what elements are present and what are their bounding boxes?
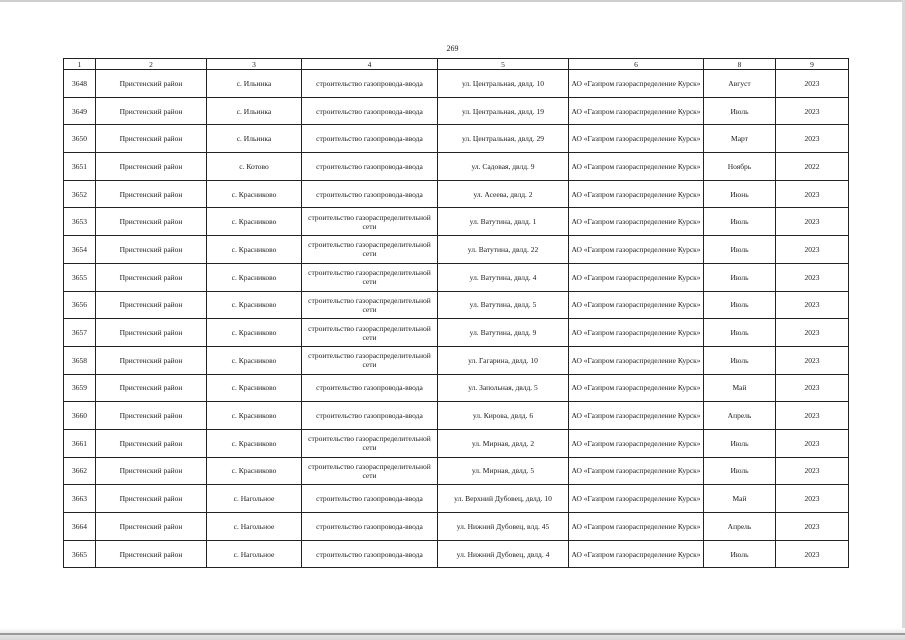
work-type-cell: строительство газораспределительной сети xyxy=(302,346,438,374)
month-cell: Апрель xyxy=(704,402,776,430)
table-row xyxy=(64,180,849,208)
year-cell: 2023 xyxy=(776,263,849,291)
row-number-cell: 3662 xyxy=(64,457,96,485)
district-cell: Пристенский район xyxy=(96,513,207,541)
work-type-cell: строительство газопровода-ввода xyxy=(302,540,438,568)
address-cell: ул. Садовая, двлд. 9 xyxy=(438,153,569,181)
year-cell: 2023 xyxy=(776,291,849,319)
work-type-cell: строительство газопровода-ввода xyxy=(302,485,438,513)
table-row xyxy=(64,208,849,236)
table-row xyxy=(64,540,849,568)
settlement-cell: с. Красниково xyxy=(207,180,302,208)
district-cell: Пристенский район xyxy=(96,485,207,513)
column-header: 4 xyxy=(302,59,438,70)
work-type-cell: строительство газораспределительной сети xyxy=(302,319,438,347)
settlement-cell: с. Ильинка xyxy=(207,97,302,125)
year-cell: 2023 xyxy=(776,346,849,374)
row-number-cell: 3655 xyxy=(64,263,96,291)
month-cell: Июль xyxy=(704,208,776,236)
organization-cell: АО «Газпром газораспределение Курск» xyxy=(569,153,704,181)
table-row xyxy=(64,97,849,125)
table-row xyxy=(64,374,849,402)
table-row xyxy=(64,263,849,291)
work-type-cell: строительство газопровода-ввода xyxy=(302,153,438,181)
address-cell: ул. Запольная, двлд. 5 xyxy=(438,374,569,402)
table-row xyxy=(64,236,849,264)
work-type-cell: строительство газораспределительной сети xyxy=(302,263,438,291)
row-number-cell: 3654 xyxy=(64,236,96,264)
table-row xyxy=(64,402,849,430)
organization-cell: АО «Газпром газораспределение Курск» xyxy=(569,429,704,457)
row-number-cell: 3649 xyxy=(64,97,96,125)
work-type-cell: строительство газораспределительной сети xyxy=(302,208,438,236)
month-cell: Апрель xyxy=(704,513,776,541)
settlement-cell: с. Красниково xyxy=(207,291,302,319)
organization-cell: АО «Газпром газораспределение Курск» xyxy=(569,70,704,98)
month-cell: Июль xyxy=(704,346,776,374)
address-cell: ул. Ватутина, двлд. 5 xyxy=(438,291,569,319)
year-cell: 2023 xyxy=(776,208,849,236)
table-row xyxy=(64,153,849,181)
address-cell: ул. Мирная, двлд. 5 xyxy=(438,457,569,485)
row-number-cell: 3659 xyxy=(64,374,96,402)
organization-cell: АО «Газпром газораспределение Курск» xyxy=(569,374,704,402)
row-number-cell: 3663 xyxy=(64,485,96,513)
table-row xyxy=(64,125,849,153)
row-number-cell: 3648 xyxy=(64,70,96,98)
scan-edge-top xyxy=(0,0,905,2)
district-cell: Пристенский район xyxy=(96,457,207,485)
organization-cell: АО «Газпром газораспределение Курск» xyxy=(569,540,704,568)
year-cell: 2023 xyxy=(776,513,849,541)
row-number-cell: 3653 xyxy=(64,208,96,236)
district-cell: Пристенский район xyxy=(96,125,207,153)
year-cell: 2023 xyxy=(776,236,849,264)
organization-cell: АО «Газпром газораспределение Курск» xyxy=(569,402,704,430)
address-cell: ул. Ватутина, двлд. 22 xyxy=(438,236,569,264)
month-cell: Ноябрь xyxy=(704,153,776,181)
table-row xyxy=(64,429,849,457)
organization-cell: АО «Газпром газораспределение Курск» xyxy=(569,513,704,541)
settlement-cell: с. Красниково xyxy=(207,457,302,485)
table-row xyxy=(64,70,849,98)
address-cell: ул. Асеева, двлд. 2 xyxy=(438,180,569,208)
column-header: 1 xyxy=(64,59,96,70)
month-cell: Июль xyxy=(704,97,776,125)
district-cell: Пристенский район xyxy=(96,374,207,402)
organization-cell: АО «Газпром газораспределение Курск» xyxy=(569,346,704,374)
district-cell: Пристенский район xyxy=(96,97,207,125)
year-cell: 2023 xyxy=(776,125,849,153)
month-cell: Июль xyxy=(704,540,776,568)
organization-cell: АО «Газпром газораспределение Курск» xyxy=(569,319,704,347)
address-cell: ул. Центральная, двлд. 10 xyxy=(438,70,569,98)
organization-cell: АО «Газпром газораспределение Курск» xyxy=(569,180,704,208)
settlement-cell: с. Ильинка xyxy=(207,125,302,153)
settlement-cell: с. Красниково xyxy=(207,263,302,291)
settlement-cell: с. Нагольное xyxy=(207,513,302,541)
district-cell: Пристенский район xyxy=(96,402,207,430)
header-row xyxy=(64,59,849,70)
district-cell: Пристенский район xyxy=(96,236,207,264)
district-cell: Пристенский район xyxy=(96,319,207,347)
column-header: 8 xyxy=(704,59,776,70)
settlement-cell: с. Ильинка xyxy=(207,70,302,98)
work-type-cell: строительство газопровода-ввода xyxy=(302,70,438,98)
district-cell: Пристенский район xyxy=(96,180,207,208)
organization-cell: АО «Газпром газораспределение Курск» xyxy=(569,263,704,291)
row-number-cell: 3658 xyxy=(64,346,96,374)
address-cell: ул. Центральная, двлд. 29 xyxy=(438,125,569,153)
row-number-cell: 3656 xyxy=(64,291,96,319)
address-cell: ул. Нижний Дубовец, влд. 45 xyxy=(438,513,569,541)
register-table xyxy=(63,58,849,568)
settlement-cell: с. Красниково xyxy=(207,402,302,430)
table-row xyxy=(64,291,849,319)
year-cell: 2023 xyxy=(776,540,849,568)
month-cell: Июль xyxy=(704,319,776,347)
year-cell: 2023 xyxy=(776,457,849,485)
column-header: 6 xyxy=(569,59,704,70)
settlement-cell: с. Красниково xyxy=(207,346,302,374)
settlement-cell: с. Красниково xyxy=(207,319,302,347)
address-cell: ул. Ватутина, двлд. 4 xyxy=(438,263,569,291)
year-cell: 2023 xyxy=(776,402,849,430)
work-type-cell: строительство газопровода-ввода xyxy=(302,180,438,208)
month-cell: Март xyxy=(704,125,776,153)
organization-cell: АО «Газпром газораспределение Курск» xyxy=(569,457,704,485)
address-cell: ул. Ватутина, двлд. 1 xyxy=(438,208,569,236)
table-body xyxy=(64,70,849,568)
row-number-cell: 3651 xyxy=(64,153,96,181)
district-cell: Пристенский район xyxy=(96,429,207,457)
settlement-cell: с. Красниково xyxy=(207,208,302,236)
address-cell: ул. Верхний Дубовец, двлд. 10 xyxy=(438,485,569,513)
year-cell: 2022 xyxy=(776,153,849,181)
organization-cell: АО «Газпром газораспределение Курск» xyxy=(569,291,704,319)
column-header: 9 xyxy=(776,59,849,70)
address-cell: ул. Нижний Дубовец, двлд. 4 xyxy=(438,540,569,568)
year-cell: 2023 xyxy=(776,97,849,125)
settlement-cell: с. Нагольное xyxy=(207,540,302,568)
month-cell: Июль xyxy=(704,291,776,319)
settlement-cell: с. Котово xyxy=(207,153,302,181)
month-cell: Июль xyxy=(704,263,776,291)
work-type-cell: строительство газораспределительной сети xyxy=(302,429,438,457)
work-type-cell: строительство газопровода-ввода xyxy=(302,97,438,125)
row-number-cell: 3652 xyxy=(64,180,96,208)
year-cell: 2023 xyxy=(776,180,849,208)
district-cell: Пристенский район xyxy=(96,291,207,319)
row-number-cell: 3664 xyxy=(64,513,96,541)
table-row xyxy=(64,485,849,513)
row-number-cell: 3650 xyxy=(64,125,96,153)
year-cell: 2023 xyxy=(776,429,849,457)
table-row xyxy=(64,346,849,374)
organization-cell: АО «Газпром газораспределение Курск» xyxy=(569,236,704,264)
district-cell: Пристенский район xyxy=(96,153,207,181)
district-cell: Пристенский район xyxy=(96,263,207,291)
address-cell: ул. Центральная, двлд. 19 xyxy=(438,97,569,125)
year-cell: 2023 xyxy=(776,374,849,402)
month-cell: Июль xyxy=(704,429,776,457)
district-cell: Пристенский район xyxy=(96,70,207,98)
organization-cell: АО «Газпром газораспределение Курск» xyxy=(569,125,704,153)
work-type-cell: строительство газопровода-ввода xyxy=(302,374,438,402)
work-type-cell: строительство газораспределительной сети xyxy=(302,236,438,264)
organization-cell: АО «Газпром газораспределение Курск» xyxy=(569,97,704,125)
month-cell: Май xyxy=(704,374,776,402)
organization-cell: АО «Газпром газораспределение Курск» xyxy=(569,485,704,513)
page-number: 269 xyxy=(446,44,459,53)
table-row xyxy=(64,457,849,485)
year-cell: 2023 xyxy=(776,485,849,513)
table-row xyxy=(64,513,849,541)
scan-edge-bottom xyxy=(0,628,905,640)
row-number-cell: 3661 xyxy=(64,429,96,457)
column-header: 5 xyxy=(438,59,569,70)
work-type-cell: строительство газораспределительной сети xyxy=(302,457,438,485)
work-type-cell: строительство газопровода-ввода xyxy=(302,513,438,541)
district-cell: Пристенский район xyxy=(96,208,207,236)
row-number-cell: 3665 xyxy=(64,540,96,568)
address-cell: ул. Ватутина, двлд. 9 xyxy=(438,319,569,347)
column-header: 3 xyxy=(207,59,302,70)
month-cell: Август xyxy=(704,70,776,98)
settlement-cell: с. Красниково xyxy=(207,374,302,402)
month-cell: Июнь xyxy=(704,180,776,208)
organization-cell: АО «Газпром газораспределение Курск» xyxy=(569,208,704,236)
year-cell: 2023 xyxy=(776,70,849,98)
month-cell: Июль xyxy=(704,236,776,264)
work-type-cell: строительство газопровода-ввода xyxy=(302,125,438,153)
address-cell: ул. Гагарина, двлд. 10 xyxy=(438,346,569,374)
district-cell: Пристенский район xyxy=(96,346,207,374)
month-cell: Июль xyxy=(704,457,776,485)
table-row xyxy=(64,319,849,347)
row-number-cell: 3660 xyxy=(64,402,96,430)
address-cell: ул. Мирная, двлд. 2 xyxy=(438,429,569,457)
column-header: 2 xyxy=(96,59,207,70)
month-cell: Май xyxy=(704,485,776,513)
row-number-cell: 3657 xyxy=(64,319,96,347)
district-cell: Пристенский район xyxy=(96,540,207,568)
address-cell: ул. Кирова, двлд. 6 xyxy=(438,402,569,430)
settlement-cell: с. Красниково xyxy=(207,429,302,457)
work-type-cell: строительство газопровода-ввода xyxy=(302,402,438,430)
year-cell: 2023 xyxy=(776,319,849,347)
settlement-cell: с. Красниково xyxy=(207,236,302,264)
settlement-cell: с. Нагольное xyxy=(207,485,302,513)
work-type-cell: строительство газораспределительной сети xyxy=(302,291,438,319)
